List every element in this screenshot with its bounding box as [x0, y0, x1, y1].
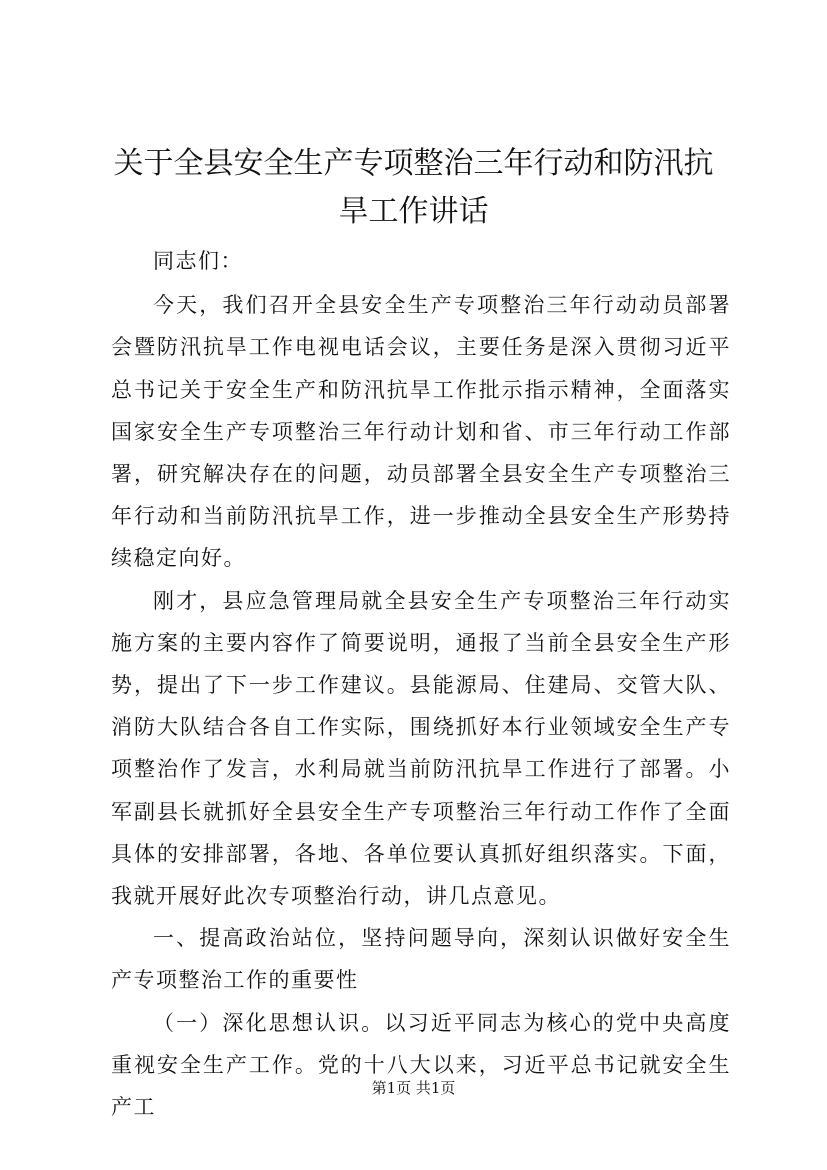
intro-paragraph: 今天，我们召开全县安全生产专项整治三年行动动员部署会暨防汛抗旱工作电视电话会议，主要任务是深入贯彻习近平总书记关于安全生产和防汛抗旱工作批示指示精神，全面落实国家安全生产专项整治三年行动计划和省、市三年行动工作部署，研究解决存在的问题，动员部署全县安全生产专项整治三年行动和当前防汛抗旱工作，进一步推动全县安全生产形势持续稳定向好。: [111, 293, 731, 571]
title-line-2: 旱工作讲话: [338, 194, 489, 229]
salutation-paragraph: 同志们：: [153, 249, 243, 273]
summary-paragraph: 刚才，县应急管理局就全县安全生产专项整治三年行动实施方案的主要内容作了简要说明，通报了当前全县安全生产形势，提出了下一步工作建议。县能源局、住建局、交管大队、消防大队结合各自工作实际，围绕抓好本行业领域安全生产专项整治作了发言，水利局就当前防汛抗旱工作进行了部署。小军副县长就抓好全县安全生产专项整治三年行动工作作了全面具体的安排部署，各地、各单位要认真抓好组织落实。下面，我就开展好此次专项整治行动，讲几点意见。: [111, 588, 731, 909]
page-number: 第1页 共1页: [371, 1079, 456, 1097]
document-title: [100, 140, 727, 236]
section-heading-1: 一、提高政治站位，坚持问题导向，深刻认识做好安全生产专项整治工作的重要性: [111, 926, 731, 993]
document-body: [111, 240, 731, 1128]
page-footer: [0, 1078, 827, 1098]
subsection-paragraph-1: （一）深化思想认识。以习近平同志为核心的党中央高度重视安全生产工作。党的十八大以来，习近平总书记就安全生产工: [111, 1010, 731, 1120]
title-line-1: 关于全县安全生产专项整治三年行动和防汛抗: [113, 146, 714, 181]
